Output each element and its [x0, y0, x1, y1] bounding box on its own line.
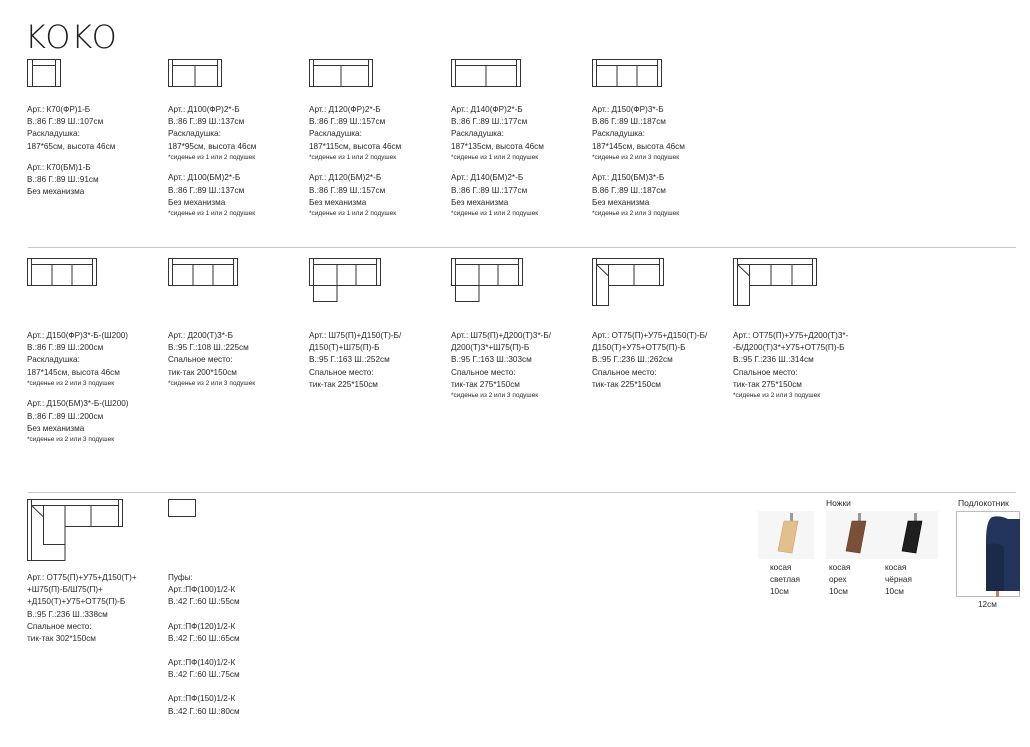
sofa-diagram-d140 [451, 59, 521, 87]
product-spec-d200: Арт.: Д200(Т)3*-Б В.:95 Г.:108 Ш.:225см Спальное место: тик-так 200*150см *сиденье из 2 или 3 подушек [168, 331, 256, 387]
sofa-diagram-corner-150 [592, 258, 664, 306]
product-spec-d100: Арт.: Д100(ФР)2*-Б В.:86 Г.:89 Ш.:137см Раскладушка: 187*95см, высота 46см *сиденье из 1 или 2 подушек Арт.: Д100(БМ)2*-Б В.:86 Г.:89 Ш.:137см Без механизма *сиденье из 1 или 2 подушек [168, 105, 257, 217]
product-spec-u-shape: Арт.: ОТ75(П)+У75+Д150(Т)+ +Ш75(П)-Б/Ш75(П)+ +Д150(Т)+У75+ОТ75(П)-Б В.:95 Г.:236 Ш.:338см Спальное место: тик-так 302*150см [27, 573, 137, 644]
sofa-diagram-k70 [27, 59, 61, 87]
product-spec-corner-200: Арт.: ОТ75(П)+У75+Д200(Т)3*- -Б/Д200(Т)3*+У75+ОТ75(П)-Б В.:95 Г.:236 Ш.:314см Спальное место: тик-так 275*150см *сиденье из 2 или 3 подушек [733, 331, 849, 400]
leg-image-black [882, 511, 938, 559]
sofa-diagram-corner-200 [733, 258, 817, 306]
product-spec-d140: Арт.: Д140(ФР)2*-Б В.:86 Г.:89 Ш.:177см Раскладушка: 187*135см, высота 46см *сиденье из 1 или 2 подушек Арт.: Д140(БМ)2*-Б В.:86 Г.:89 Ш.:177см Без механизма *сиденье из 1 или 2 подушек [451, 105, 544, 217]
sofa-diagram-chaise-200 [451, 258, 523, 302]
sofa-diagram-u-shape [27, 499, 123, 561]
sofa-diagram-d150 [592, 59, 662, 87]
leg-label-black: косая чёрная 10см [885, 563, 912, 596]
pouf-diagram [168, 499, 196, 517]
armrest-size: 12см [978, 600, 997, 609]
armrest-title: Подлокотник [958, 498, 1009, 508]
leg-image-light [758, 511, 814, 559]
product-spec-d150-w200: Арт.: Д150(ФР)3*-Б-(Ш200) В.:86 Г.:89 Ш.:200см Раскладушка: 187*145см, высота 46см *сиденье из 2 или 3 подушек Арт.: Д150(БМ)3*-Б-(Ш200) В.:86 Г.:89 Ш.:200см Без механизма *сиденье из 2 или 3 подушек [27, 331, 129, 443]
leg-label-light: косая светлая 10см [770, 563, 800, 596]
product-spec-chaise-150: Арт.: Ш75(П)+Д150(Т)-Б/ Д150(Т)+Ш75(П)-Б В.:95 Г.:163 Ш.:252см Спальное место: тик-так 225*150см [309, 331, 402, 389]
section-divider [28, 492, 1016, 493]
legs-title: Ножки [826, 498, 851, 508]
sofa-diagram-d150-w200 [27, 258, 97, 286]
sofa-diagram-d120 [309, 59, 373, 87]
poufs-spec: Пуфы: Арт.:ПФ(100)1/2-К В.:42 Г.:60 Ш.:55см Арт.:ПФ(120)1/2-К В.:42 Г.:60 Ш.:65см Арт.:ПФ(140)1/2-К В.:42 Г.:60 Ш.:75см Арт.:ПФ(150)1/2-К В.:42 Г.:60 Ш.:80см [168, 573, 240, 716]
product-spec-corner-150: Арт.: ОТ75(П)+У75+Д150(Т)-Б/ Д150(Т)+У75+ОТ75(П)-Б В.:95 Г.:236 Ш.:262см Спальное место: тик-так 225*150см [592, 331, 708, 389]
product-spec-d120: Арт.: Д120(ФР)2*-Б В.:86 Г.:89 Ш.:157см Раскладушка: 187*115см, высота 46см *сиденье из 1 или 2 подушек Арт.: Д120(БМ)2*-Б В.:86 Г.:89 Ш.:157см Без механизма *сиденье из 1 или 2 подушек [309, 105, 402, 217]
product-spec-chaise-200: Арт.: Ш75(П)+Д200(Т)3*-Б/ Д200(Т)3*+Ш75(П)-Б В.:95 Г.:163 Ш.:303см Спальное место: тик-так 275*150см *сиденье из 2 или 3 подушек [451, 331, 552, 400]
sofa-diagram-d200 [168, 258, 238, 286]
section-divider [28, 247, 1016, 248]
product-spec-d150: Арт.: Д150(ФР)3*-Б В.86 Г.:89 Ш.:187см Раскладушка: 187*145см, высота 46см *сиденье из 2 или 3 подушек Арт.: Д150(БМ)3*-Б В.86 Г.:89 Ш.:187см Без механизма *сиденье из 2 или 3 подушек [592, 105, 685, 217]
product-spec-k70: Арт.: К70(ФР)1-Б В.:86 Г.:89 Ш.:107см Раскладушка: 187*65см, высота 46см Арт.: К70(БМ)1-Б В.:86 Г.:89 Ш.:91см Без механизма [27, 105, 116, 197]
leg-label-walnut: косая орех 10см [829, 563, 851, 596]
page-title: KOKO [25, 18, 118, 56]
sofa-diagram-d100 [168, 59, 222, 87]
leg-image-walnut [826, 511, 882, 559]
armrest-image [956, 511, 1020, 597]
sofa-diagram-chaise-150 [309, 258, 381, 302]
